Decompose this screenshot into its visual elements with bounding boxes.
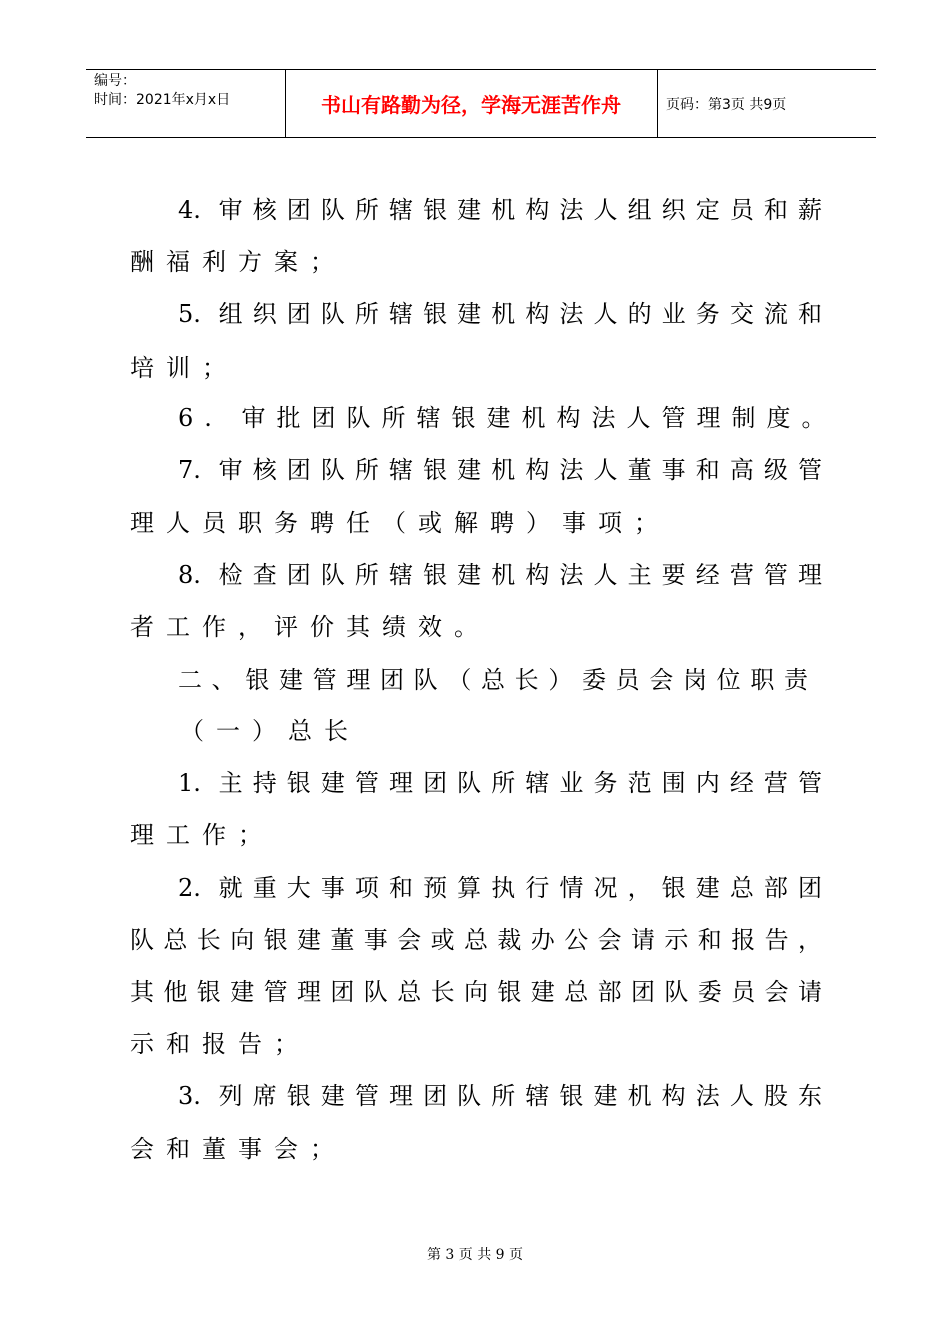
- page-footer: 第 3 页 共 9 页: [426, 1247, 524, 1263]
- section-heading: 二、银建管理团队（总长）委员会岗位职责: [178, 666, 808, 694]
- body-line: 6. 审批团队所辖银建机构法人管理制度。: [178, 404, 837, 432]
- body-line: 其他银建管理团队总长向银建总部团队委员会请: [130, 978, 822, 1006]
- body-line: 酬福利方案；: [130, 248, 346, 276]
- body-line: 理工作；: [130, 821, 274, 849]
- body-line: 2. 就重大事项和预算执行情况，银建总部团: [178, 874, 822, 902]
- body-line: 队总长向银建董事会或总裁办公会请示和报告，: [130, 926, 822, 954]
- header-motto: 书山有路勤为径，学海无涯苦作舟: [321, 93, 621, 117]
- body-line: 8. 检查团队所辖银建机构法人主要经营管理: [178, 561, 822, 589]
- body-line: 培训；: [130, 354, 238, 382]
- header-table: [86, 69, 876, 138]
- body-line: 1. 主持银建管理团队所辖业务范围内经营管: [178, 769, 822, 797]
- number-label: 编号：: [94, 73, 136, 89]
- body-line: 者工作，评价其绩效。: [130, 613, 490, 641]
- body-line: 7. 审核团队所辖银建机构法人董事和高级管: [178, 456, 822, 484]
- body-line: 会和董事会；: [130, 1135, 346, 1163]
- body-line: 5. 组织团队所辖银建机构法人的业务交流和: [178, 300, 822, 328]
- time-label: 时间：2021年x月x日: [94, 92, 231, 108]
- body-line: 示和报告；: [130, 1030, 310, 1058]
- body-line: 3. 列席银建管理团队所辖银建机构法人股东: [178, 1082, 822, 1110]
- header-divider: [657, 70, 658, 137]
- body-line: 理人员职务聘任（或解聘）事项；: [130, 509, 670, 537]
- subsection-heading: （一）总长: [180, 717, 360, 745]
- body-line: 4. 审核团队所辖银建机构法人组织定员和薪: [178, 196, 822, 224]
- header-meta: [94, 72, 230, 110]
- page-indicator: 页码：第3页 共9页: [666, 96, 787, 113]
